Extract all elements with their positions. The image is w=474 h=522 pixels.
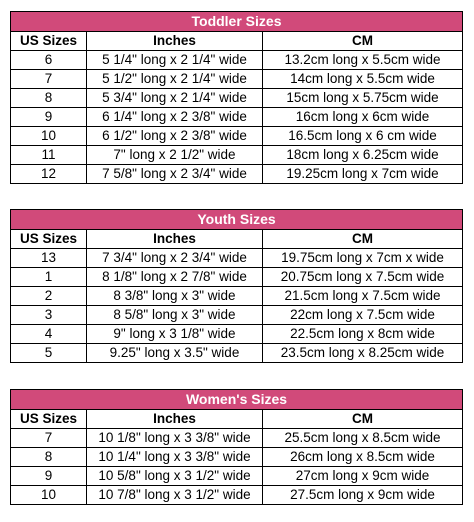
table-row	[11, 70, 463, 89]
us-size-cell: 6	[11, 51, 87, 70]
inches-cell: 8 3/8" long x 3" wide	[87, 287, 263, 306]
table-row	[11, 127, 463, 146]
toddler-header-row	[11, 32, 463, 51]
us-size-cell: 3	[11, 306, 87, 325]
womens-table-title: Women's Sizes	[11, 390, 463, 410]
us-size-cell: 11	[11, 146, 87, 165]
table-row	[11, 89, 463, 108]
inches-cell: 10 5/8" long x 3 1/2" wide	[87, 467, 263, 486]
column-header-cm: CM	[263, 32, 463, 51]
cm-cell: 19.75cm long x 7cm x wide	[263, 249, 463, 268]
us-size-cell: 10	[11, 127, 87, 146]
us-size-cell: 2	[11, 287, 87, 306]
table-row	[11, 287, 463, 306]
column-header-inches: Inches	[87, 410, 263, 429]
table-row	[11, 51, 463, 70]
inches-cell: 10 1/4" long x 3 3/8" wide	[87, 448, 263, 467]
cm-cell: 15cm long x 5.75cm wide	[263, 89, 463, 108]
youth-size-table	[10, 209, 463, 363]
column-header-us-sizes: US Sizes	[11, 410, 87, 429]
table-row	[11, 486, 463, 505]
cm-cell: 21.5cm long x 7.5cm wide	[263, 287, 463, 306]
table-row	[11, 467, 463, 486]
column-header-inches: Inches	[87, 230, 263, 249]
cm-cell: 16.5cm long x 6 cm wide	[263, 127, 463, 146]
table-row	[11, 429, 463, 448]
inches-cell: 9.25" long x 3.5" wide	[87, 344, 263, 363]
table-row	[11, 249, 463, 268]
inches-cell: 10 7/8" long x 3 1/2" wide	[87, 486, 263, 505]
column-header-cm: CM	[263, 410, 463, 429]
table-row	[11, 448, 463, 467]
cm-cell: 27cm long x 9cm wide	[263, 467, 463, 486]
table-row	[11, 306, 463, 325]
us-size-cell: 13	[11, 249, 87, 268]
womens-size-table	[10, 389, 463, 505]
us-size-cell: 9	[11, 467, 87, 486]
youth-header-row	[11, 230, 463, 249]
inches-cell: 9" long x 3 1/8" wide	[87, 325, 263, 344]
cm-cell: 22cm long x 7.5cm wide	[263, 306, 463, 325]
womens-title-row	[11, 390, 463, 410]
inches-cell: 10 1/8" long x 3 3/8" wide	[87, 429, 263, 448]
cm-cell: 22.5cm long x 8cm wide	[263, 325, 463, 344]
us-size-cell: 7	[11, 429, 87, 448]
us-size-cell: 5	[11, 344, 87, 363]
cm-cell: 20.75cm long x 7.5cm wide	[263, 268, 463, 287]
inches-cell: 5 3/4" long x 2 1/4" wide	[87, 89, 263, 108]
table-row	[11, 268, 463, 287]
cm-cell: 16cm long x 6cm wide	[263, 108, 463, 127]
toddler-size-table	[10, 11, 463, 184]
inches-cell: 8 1/8" long x 2 7/8" wide	[87, 268, 263, 287]
column-header-us-sizes: US Sizes	[11, 230, 87, 249]
table-row	[11, 344, 463, 363]
cm-cell: 26cm long x 8.5cm wide	[263, 448, 463, 467]
table-row	[11, 108, 463, 127]
us-size-cell: 8	[11, 448, 87, 467]
us-size-cell: 12	[11, 165, 87, 184]
table-row	[11, 325, 463, 344]
column-header-us-sizes: US Sizes	[11, 32, 87, 51]
inches-cell: 7 3/4" long x 2 3/4" wide	[87, 249, 263, 268]
cm-cell: 18cm long x 6.25cm wide	[263, 146, 463, 165]
table-row	[11, 146, 463, 165]
cm-cell: 25.5cm long x 8.5cm wide	[263, 429, 463, 448]
column-header-cm: CM	[263, 230, 463, 249]
cm-cell: 23.5cm long x 8.25cm wide	[263, 344, 463, 363]
cm-cell: 14cm long x 5.5cm wide	[263, 70, 463, 89]
us-size-cell: 1	[11, 268, 87, 287]
inches-cell: 5 1/4" long x 2 1/4" wide	[87, 51, 263, 70]
cm-cell: 19.25cm long x 7cm wide	[263, 165, 463, 184]
us-size-cell: 7	[11, 70, 87, 89]
table-row	[11, 165, 463, 184]
womens-header-row	[11, 410, 463, 429]
cm-cell: 13.2cm long x 5.5cm wide	[263, 51, 463, 70]
youth-table-title: Youth Sizes	[11, 210, 463, 230]
column-header-inches: Inches	[87, 32, 263, 51]
inches-cell: 6 1/4" long x 2 3/8" wide	[87, 108, 263, 127]
us-size-cell: 4	[11, 325, 87, 344]
us-size-cell: 9	[11, 108, 87, 127]
inches-cell: 6 1/2" long x 2 3/8" wide	[87, 127, 263, 146]
youth-title-row	[11, 210, 463, 230]
us-size-cell: 10	[11, 486, 87, 505]
inches-cell: 7" long x 2 1/2" wide	[87, 146, 263, 165]
inches-cell: 5 1/2" long x 2 1/4" wide	[87, 70, 263, 89]
inches-cell: 8 5/8" long x 3" wide	[87, 306, 263, 325]
toddler-table-title: Toddler Sizes	[11, 12, 463, 32]
cm-cell: 27.5cm long x 9cm wide	[263, 486, 463, 505]
inches-cell: 7 5/8" long x 2 3/4" wide	[87, 165, 263, 184]
toddler-title-row	[11, 12, 463, 32]
us-size-cell: 8	[11, 89, 87, 108]
